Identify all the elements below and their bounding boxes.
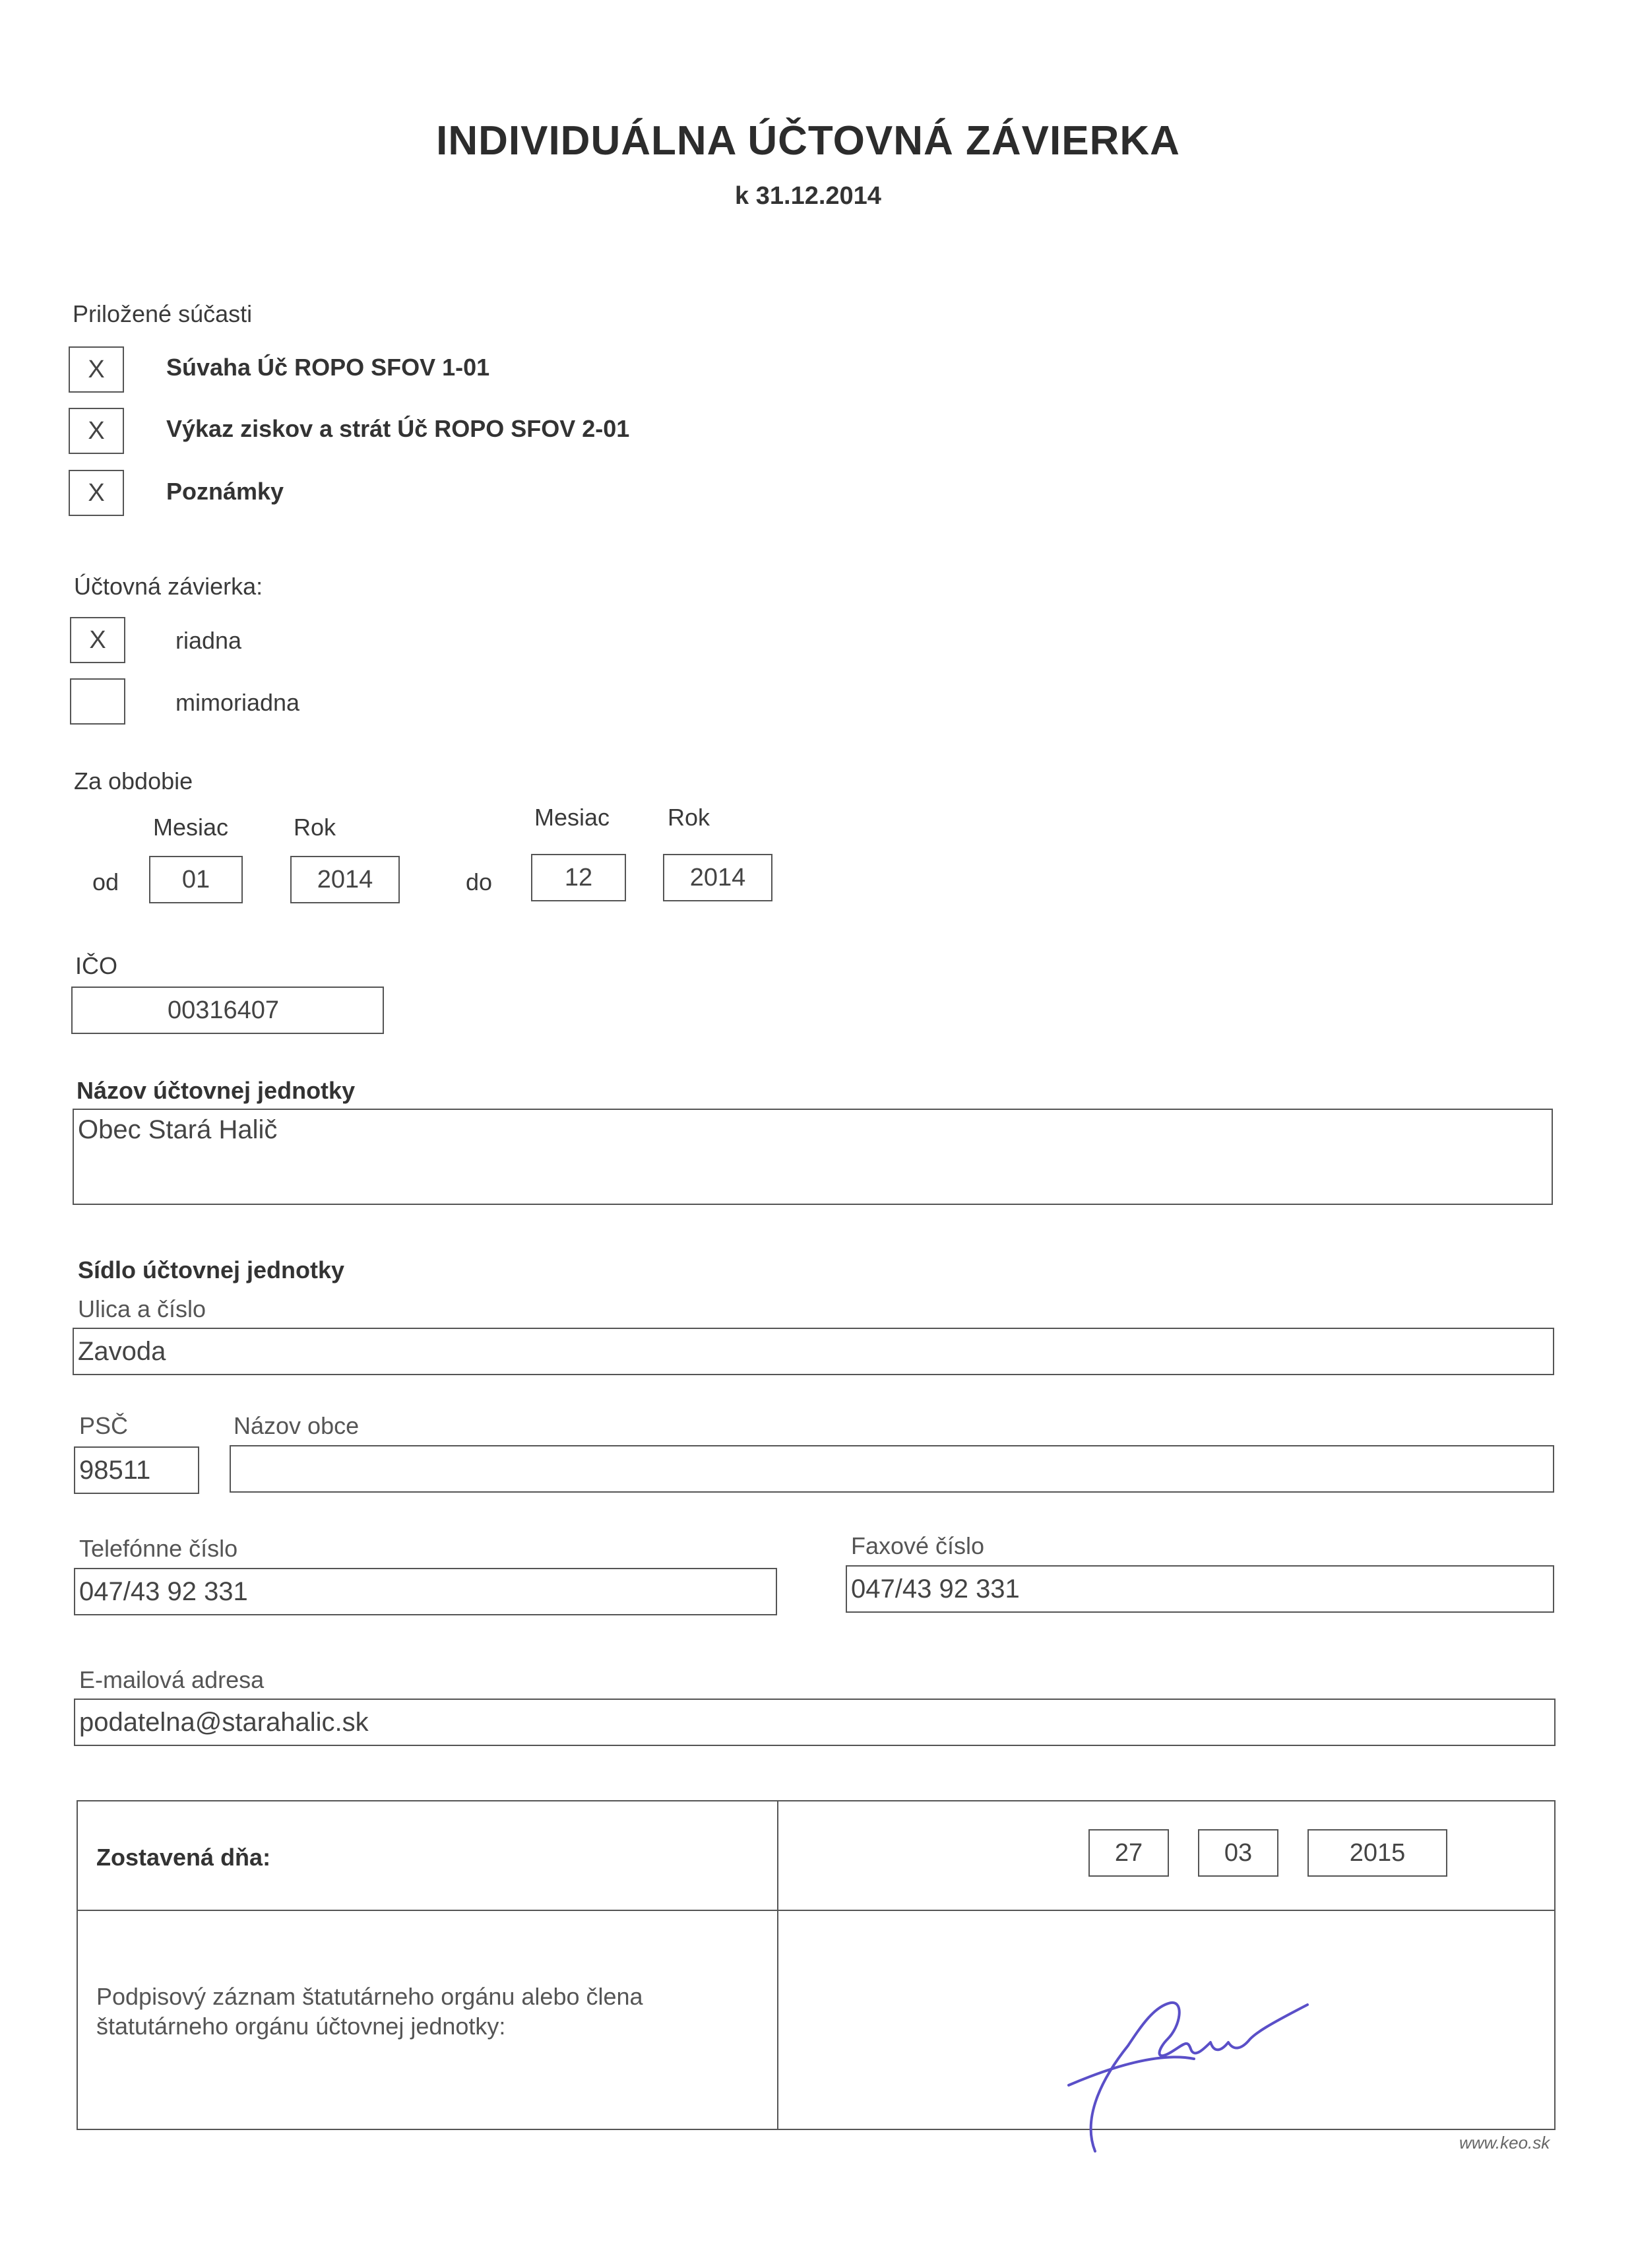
signature-table-divider-vertical [777,1800,778,2130]
attachment-checkbox-balance[interactable]: X [69,346,124,393]
document-date: k 31.12.2014 [735,182,881,210]
footer-website: www.keo.sk [1459,2133,1550,2153]
document-title: INDIVIDUÁLNA ÚČTOVNÁ ZÁVIERKA [436,118,1180,164]
zip-field[interactable] [74,1446,199,1494]
entity-name-label: Názov účtovnej jednotky [77,1077,356,1104]
street-field[interactable] [73,1328,1554,1375]
closing-type-label-regular: riadna [175,627,242,654]
period-from-label: od [92,868,119,895]
handwritten-signature [1055,1986,1333,2164]
fax-label: Faxové číslo [851,1532,985,1559]
closing-type-checkbox-extraordinary[interactable] [70,678,125,725]
entity-name-field[interactable] [73,1109,1553,1205]
signature-label-line2: štatutárneho orgánu účtovnej jednotky: [96,2013,506,2040]
fax-value: 047/43 92 331 [851,1574,1020,1604]
period-to-month-field[interactable]: 12 [531,854,626,901]
ico-label: IČO [75,952,118,979]
street-label: Ulica a číslo [78,1295,206,1322]
email-label: E-mailová adresa [79,1666,265,1693]
period-from-month-field[interactable]: 01 [149,856,243,903]
attachment-checkbox-profit-loss[interactable]: X [69,408,124,454]
closing-type-label-extraordinary: mimoriadna [175,689,300,716]
attachment-label-notes: Poznámky [166,478,284,505]
phone-label: Telefónne číslo [79,1535,238,1562]
compiled-label: Zostavená dňa: [96,1844,271,1871]
address-heading: Sídlo účtovnej jednotky [78,1256,345,1283]
compiled-day-field[interactable]: 27 [1088,1829,1169,1877]
period-heading: Za obdobie [74,767,193,794]
signature-label-line1: Podpisový záznam štatutárneho orgánu alebo člena [96,1983,643,2010]
attachment-checkbox-notes[interactable]: X [69,470,124,516]
period-to-month-label: Mesiac [534,804,610,831]
compiled-month-field[interactable]: 03 [1198,1829,1278,1877]
period-from-year-field[interactable]: 2014 [290,856,400,903]
zip-label: PSČ [79,1412,129,1439]
period-to-year-label: Rok [668,804,710,831]
city-label: Názov obce [234,1412,360,1439]
attachments-heading: Priložené súčasti [73,300,253,327]
phone-field[interactable] [74,1568,777,1615]
period-from-year-label: Rok [294,814,336,841]
signature-table-divider-horizontal [77,1910,1556,1911]
attachment-label-profit-loss: Výkaz ziskov a strát Úč ROPO SFOV 2-01 [166,415,630,442]
period-to-label: do [466,868,493,895]
attachment-label-balance: Súvaha Úč ROPO SFOV 1-01 [166,354,490,381]
street-value: Zavoda [78,1336,166,1366]
compiled-year-field[interactable]: 2015 [1307,1829,1447,1877]
zip-value: 98511 [79,1455,151,1485]
phone-value: 047/43 92 331 [79,1576,248,1606]
entity-name-value: Obec Stará Halič [78,1115,278,1144]
email-field[interactable] [74,1699,1556,1746]
ico-field[interactable]: 00316407 [71,987,384,1034]
closing-type-checkbox-regular[interactable]: X [70,617,125,663]
fax-field[interactable] [846,1565,1554,1613]
period-from-month-label: Mesiac [153,814,229,841]
email-value: podatelna@starahalic.sk [79,1707,369,1737]
city-field[interactable] [230,1445,1554,1493]
closing-type-heading: Účtovná závierka: [74,573,263,600]
period-to-year-field[interactable]: 2014 [663,854,772,901]
